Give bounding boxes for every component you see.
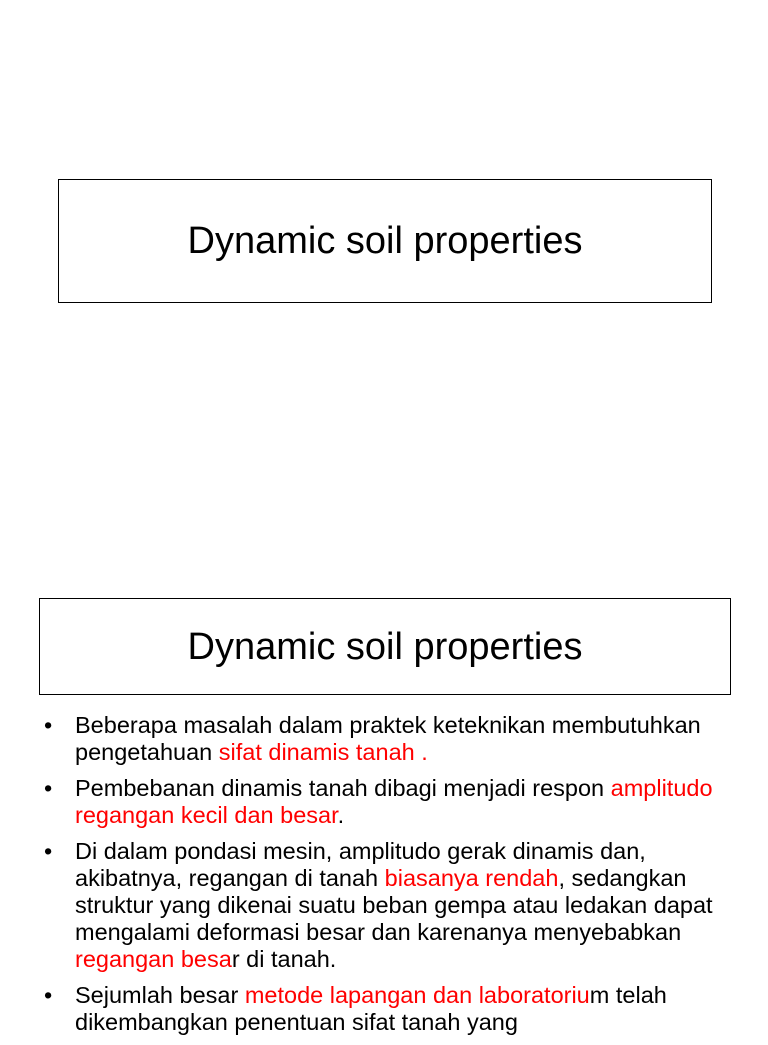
bullet-text: Pembebanan dinamis tanah dibagi menjadi respon [75,775,611,801]
bullet-highlight: biasanya rendah [384,865,559,891]
bullet-highlight: regangan besa [75,946,232,972]
bullet-text: Di dalam pondasi mesin, amplitudo gerak dinamis dan, akibatnya, regangan di tanah [75,838,646,891]
bullet-item [44,838,744,973]
slide-2-title: Dynamic soil properties [187,625,583,668]
slide-2-title-box [39,598,731,695]
bullet-text: Beberapa masalah dalam praktek keteknikan membutuhkan pengetahuan [75,712,701,765]
bullet-dot-icon: • [44,838,53,864]
bullet-item [44,712,744,766]
bullet-dot-icon: • [44,712,53,738]
slide-2-bullet-list [44,712,744,1045]
bullet-dot-icon: • [44,775,53,801]
bullet-dot-icon: • [44,982,53,1008]
bullet-text: , sedangkan struktur yang dikenai suatu beban gempa atau ledakan dapat mengalami deformasi besar dan karenanya menyebabkan [75,865,713,945]
slide-1-title-box [58,179,712,303]
bullet-highlight: sifat dinamis tanah . [218,739,428,765]
bullet-text: Sejumlah besar [75,982,245,1008]
bullet-highlight: amplitudo regangan kecil dan besar [75,775,713,828]
bullet-text: r di tanah. [231,946,337,972]
bullet-highlight: metode lapangan dan laboratoriu [244,982,590,1008]
bullet-text: m telah dikembangkan penentuan sifat tanah yang [75,982,667,1035]
bullet-text: . [337,802,345,828]
bullet-item [44,775,744,829]
bullet-item [44,982,744,1036]
slide-1-title: Dynamic soil properties [187,220,583,262]
